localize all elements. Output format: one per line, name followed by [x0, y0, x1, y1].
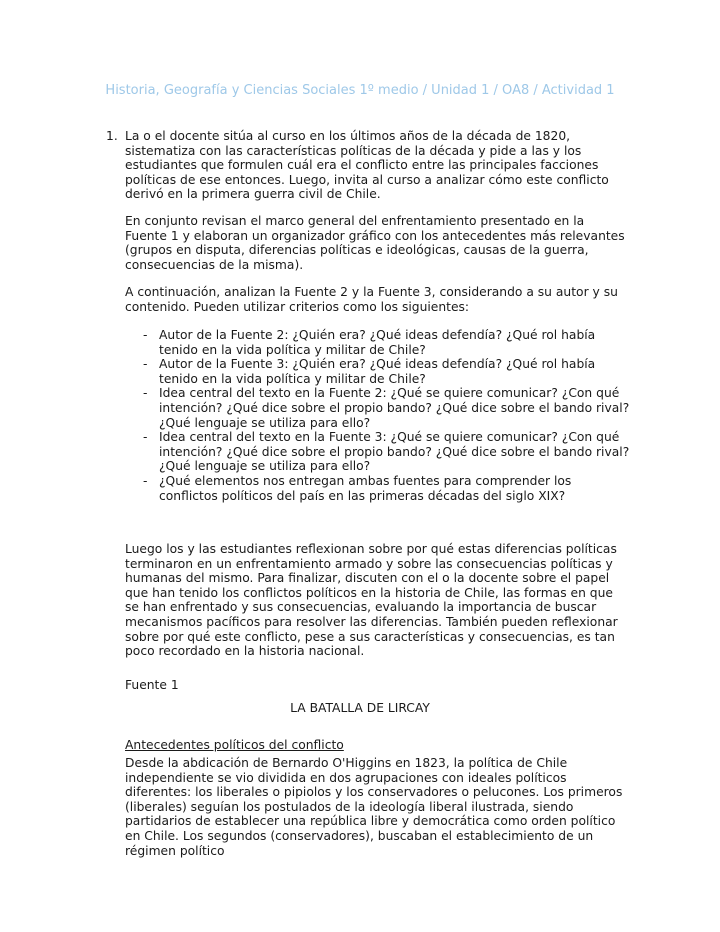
criteria-item: - Idea central del texto en la Fuente 2: ¿Qué se quiere comunicar? ¿Con qué intención? ¿Qué dice sobre el propio bando? ¿Qué dice sobre el bando rival? ¿Qué lenguaje se utiliza para ello? — [143, 386, 630, 430]
criteria-list — [143, 328, 633, 503]
document-header: Historia, Geografía y Ciencias Sociales 1º medio / Unidad 1 / OA8 / Actividad 1 — [105, 83, 615, 98]
fuente-title: LA BATALLA DE LIRCAY — [290, 701, 430, 715]
fuente-label: Fuente 1 — [125, 678, 179, 692]
intro-paragraph: La o el docente sitúa al curso en los últimos años de la década de 1820, sistematiza con las características políticas de la década y pide a las y los estudiantes que formulen cuál era el conflicto entre las principales facciones políticas de ese entonces. Luego, invita al curso a analizar cómo este conflicto derivó en la primera guerra civil de Chile. — [125, 129, 609, 202]
criteria-item: - Autor de la Fuente 3: ¿Quién era? ¿Qué ideas defendía? ¿Qué rol había tenido en la vida política y militar de Chile? — [143, 357, 596, 386]
closing-paragraph: Luego los y las estudiantes reflexionan sobre por qué estas diferencias políticas terminaron en un enfrentamiento armado y sobre las consecuencias políticas y humanas del mismo. Para finalizar, discuten con el o la docente sobre el papel que han tenido los conflictos políticos en la historia de Chile, las formas en que se han enfrentado y sus consecuencias, evaluando la importancia de buscar mecanismos pacíficos para resolver las diferencias. También pueden reflexionar sobre por qué este conflicto, pese a sus características y consecuencias, es tan poco recordado en la historia nacional. — [125, 542, 618, 659]
review-paragraph: En conjunto revisan el marco general del enfrentamiento presentado en la Fuente 1 y elaboran un organizador gráfico con los antecedentes más relevantes (grupos en disputa, diferencias políticas e ideológicas, causas de la guerra, consecuencias de la misma). — [125, 214, 625, 272]
section-paragraph: Desde la abdicación de Bernardo O'Higgins en 1823, la política de Chile independiente se vio dividida en dos agrupaciones con ideales políticos diferentes: los liberales o pipiolos y los conservadores o pelucones. Los primeros (liberales) seguían los postulados de la ideología liberal ilustrada, siendo partidarios de establecer una república libre y democrática como orden político en Chile. Los segundos (conservadores), buscaban el establecimiento de un régimen político — [125, 756, 623, 858]
section-heading: Antecedentes políticos del conflicto — [125, 738, 344, 752]
criteria-item: - ¿Qué elementos nos entregan ambas fuentes para comprender los conflictos políticos del país en las primeras décadas del siglo XIX? — [143, 473, 572, 503]
analysis-paragraph: A continuación, analizan la Fuente 2 y la Fuente 3, considerando a su autor y su contenido. Pueden utilizar criterios como los siguientes: — [125, 285, 618, 314]
criteria-item: - Autor de la Fuente 2: ¿Quién era? ¿Qué ideas defendía? ¿Qué rol había tenido en la vida política y militar de Chile? — [143, 328, 596, 357]
item-number: 1. — [106, 129, 118, 143]
criteria-item: - Idea central del texto en la Fuente 3: ¿Qué se quiere comunicar? ¿Con qué intención? ¿Qué dice sobre el propio bando? ¿Qué dice sobre el bando rival? ¿Qué lenguaje se utiliza para ello? — [143, 430, 630, 474]
